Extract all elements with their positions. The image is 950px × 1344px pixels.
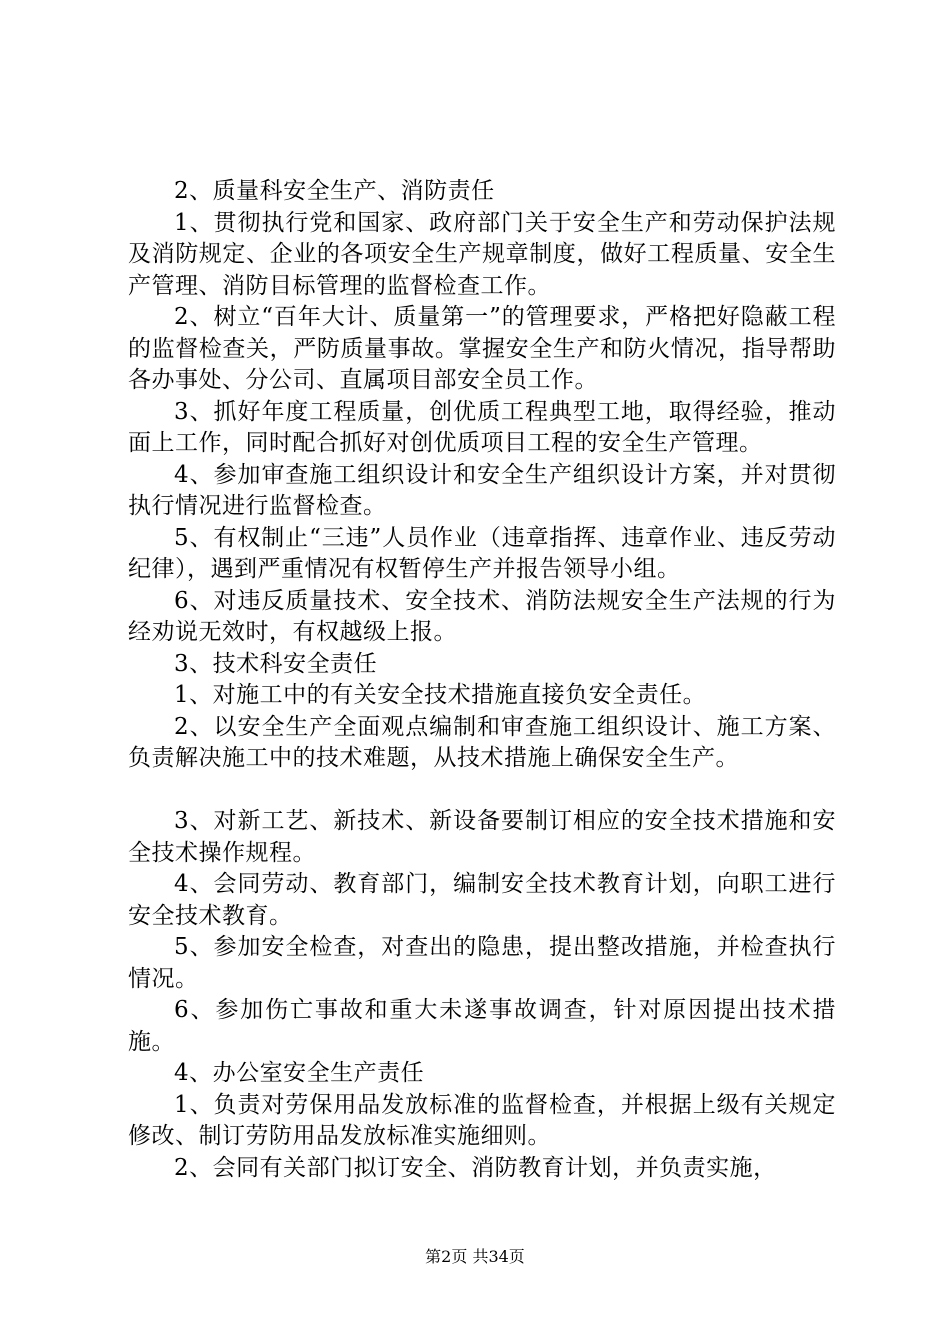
paragraph: 4、会同劳动、教育部门，编制安全技术教育计划，向职工进行安全技术教育。 [128, 871, 836, 929]
paragraph: 1、对施工中的有关安全技术措施直接负安全责任。 [174, 682, 707, 708]
paragraph: 1、贯彻执行党和国家、政府部门关于安全生产和劳动保护法规及消防规定、企业的各项安全生产规章制度，做好工程质量、安全生产管理、消防目标管理的监督检查工作。 [128, 209, 836, 299]
paragraph: 2、会同有关部门拟订安全、消防教育计划，并负责实施， [174, 1154, 777, 1181]
paragraph: 5、有权制止“三违”人员作业（违章指挥、违章作业、违反劳动纪律），遇到严重情况有权暂停生产并报告领导小组。 [128, 524, 836, 582]
paragraph: 6、对违反质量技术、安全技术、消防法规安全生产法规的行为经劝说无效时，有权越级上报。 [128, 587, 836, 645]
page-number-footer: 第2页 共34页 [425, 1247, 525, 1266]
paragraph: 3、抓好年度工程质量，创优质工程典型工地，取得经验，推动面上工作，同时配合抓好对创优质项目工程的安全生产管理。 [128, 398, 836, 456]
section-heading-quality: 2、质量科安全生产、消防责任 [174, 178, 495, 204]
paragraph: 4、参加审查施工组织设计和安全生产组织设计方案，并对贯彻执行情况进行监督检查。 [128, 461, 836, 519]
paragraph: 3、对新工艺、新技术、新设备要制订相应的安全技术措施和安全技术操作规程。 [128, 808, 836, 866]
section-heading-technical: 3、技术科安全责任 [174, 650, 378, 677]
paragraph: 5、参加安全检查，对查出的隐患，提出整改措施，并检查执行情况。 [128, 934, 836, 992]
paragraph: 6、参加伤亡事故和重大未遂事故调查，针对原因提出技术措施。 [128, 997, 836, 1055]
section-heading-office: 4、办公室安全生产责任 [174, 1060, 425, 1086]
paragraph: 2、树立“百年大计、质量第一”的管理要求，严格把好隐蔽工程的监督检查关，严防质量事故。掌握安全生产和防火情况，指导帮助各办事处、分公司、直属项目部安全员工作。 [128, 304, 836, 393]
paragraph: 1、负责对劳保用品发放标准的监督检查，并根据上级有关规定修改、制订劳防用品发放标准实施细则。 [128, 1091, 836, 1149]
document-body [128, 176, 836, 1184]
paragraph: 2、以安全生产全面观点编制和审查施工组织设计、施工方案、负责解决施工中的技术难题，从技术措施上确保安全生产。 [128, 713, 836, 771]
